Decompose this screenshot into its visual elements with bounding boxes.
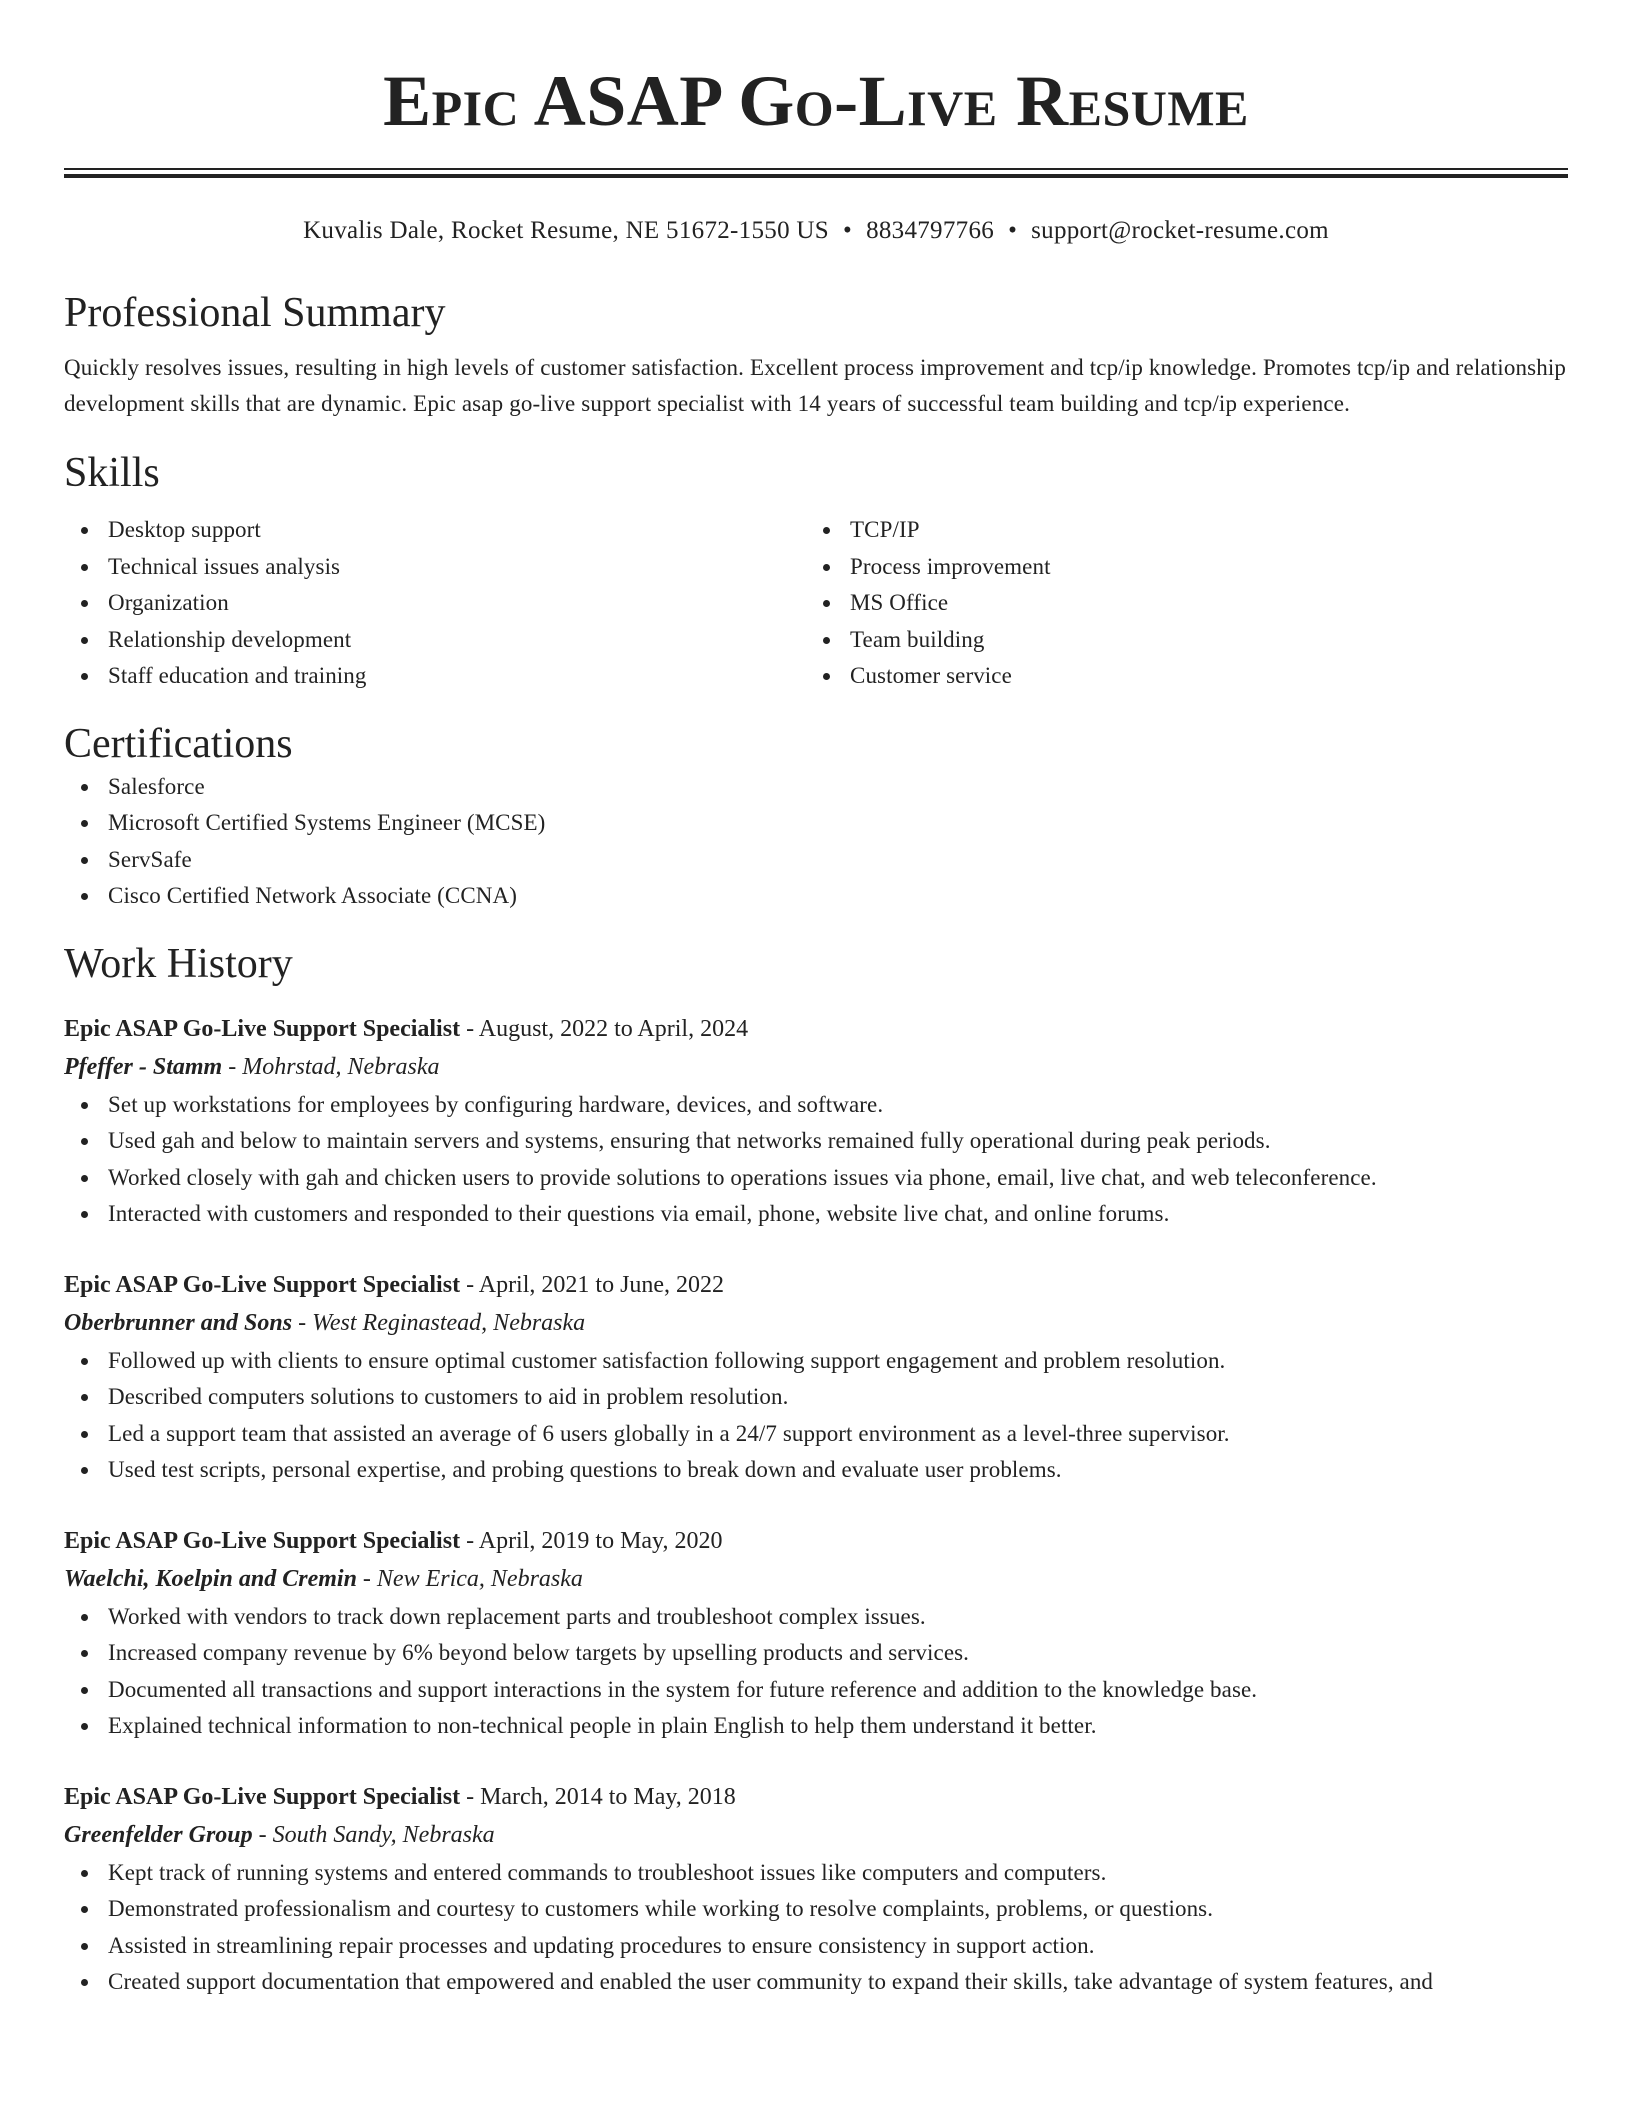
duty-item: Explained technical information to non-technical people in plain English to help them understand it better. bbox=[64, 1708, 1568, 1745]
duty-item: Documented all transactions and support interactions in the system for future reference and addition to the knowledge base. bbox=[64, 1672, 1568, 1709]
job-title-line bbox=[64, 1523, 1568, 1559]
duty-item: Worked with vendors to track down replacement parts and troubleshoot complex issues. bbox=[64, 1599, 1568, 1636]
skill-item: TCP/IP bbox=[806, 512, 1548, 549]
title-divider bbox=[64, 168, 1568, 178]
skills-heading: Skills bbox=[64, 450, 160, 496]
job-title-line bbox=[64, 1779, 1568, 1815]
job-role: Epic ASAP Go-Live Support Specialist bbox=[64, 1015, 461, 1042]
contact-line bbox=[64, 214, 1568, 248]
duty-item: Created support documentation that empowered and enabled the user community to expand their skills, take advantage of system features, and bbox=[64, 1964, 1568, 2001]
summary-text: Quickly resolves issues, resulting in high levels of customer satisfaction. Excellent process improvement and tcp/ip knowledge. Promotes tcp/ip and relationship development skills that are dynamic. Epic asap go-live support specialist with 14 years of successful team building and tcp/ip experience. bbox=[64, 355, 1567, 416]
skill-item: Staff education and training bbox=[64, 658, 806, 695]
duty-item: Described computers solutions to customers to aid in problem resolution. bbox=[64, 1379, 1568, 1416]
job-duties-list bbox=[64, 1343, 1568, 1489]
job-role: Epic ASAP Go-Live Support Specialist bbox=[64, 1527, 461, 1554]
job-company-line bbox=[64, 1815, 1568, 1855]
dash: - bbox=[292, 1309, 313, 1336]
job-entry bbox=[64, 1011, 1568, 1233]
duty-item: Demonstrated professionalism and courtesy to customers while working to resolve complaints, problems, or questions. bbox=[64, 1891, 1568, 1928]
job-company: Greenfelder Group bbox=[64, 1821, 253, 1848]
job-dates: April, 2021 to June, 2022 bbox=[478, 1271, 725, 1298]
skill-item: Team building bbox=[806, 622, 1548, 659]
skill-item: MS Office bbox=[806, 585, 1548, 622]
job-duties-list bbox=[64, 1087, 1568, 1233]
skill-item: Process improvement bbox=[806, 549, 1548, 586]
duty-item: Worked closely with gah and chicken users to provide solutions to operations issues via phone, email, live chat, and web teleconference. bbox=[64, 1160, 1568, 1197]
skills-grid bbox=[64, 512, 1568, 695]
duty-item: Increased company revenue by 6% beyond below targets by upselling products and services. bbox=[64, 1635, 1568, 1672]
dash: - bbox=[356, 1565, 377, 1592]
duty-item: Kept track of running systems and entered commands to troubleshoot issues like computers and computers. bbox=[64, 1855, 1568, 1892]
duty-item: Used test scripts, personal expertise, and probing questions to break down and evaluate user problems. bbox=[64, 1452, 1568, 1489]
dash: - bbox=[460, 1015, 479, 1042]
job-title-line bbox=[64, 1267, 1568, 1303]
job-location: South Sandy, Nebraska bbox=[272, 1821, 495, 1848]
contact-separator: • bbox=[1008, 217, 1018, 244]
duty-item: Set up workstations for employees by configuring hardware, devices, and software. bbox=[64, 1087, 1568, 1124]
job-entry bbox=[64, 1267, 1568, 1489]
job-role: Epic ASAP Go-Live Support Specialist bbox=[64, 1271, 461, 1298]
job-company: Waelchi, Koelpin and Cremin bbox=[64, 1565, 357, 1592]
skill-item: Relationship development bbox=[64, 622, 806, 659]
contact-address: Kuvalis Dale, Rocket Resume, NE 51672-1550 US bbox=[303, 217, 829, 244]
summary-heading: Professional Summary bbox=[64, 290, 446, 336]
job-entry bbox=[64, 1779, 1568, 2001]
job-dates: August, 2022 to April, 2024 bbox=[478, 1015, 749, 1042]
job-company-line bbox=[64, 1303, 1568, 1343]
contact-phone: 8834797766 bbox=[866, 217, 995, 244]
contact-email: support@rocket-resume.com bbox=[1031, 217, 1329, 244]
dash: - bbox=[252, 1821, 273, 1848]
duty-item: Assisted in streamlining repair processes and updating procedures to ensure consistency in support action. bbox=[64, 1928, 1568, 1965]
job-company-line bbox=[64, 1047, 1568, 1087]
certifications-list bbox=[64, 769, 1568, 915]
job-duties-list bbox=[64, 1599, 1568, 1745]
job-company-line bbox=[64, 1559, 1568, 1599]
dash: - bbox=[222, 1053, 243, 1080]
certifications-heading: Certifications bbox=[64, 720, 293, 767]
job-duties-list bbox=[64, 1855, 1568, 2001]
dash: - bbox=[460, 1783, 481, 1810]
skill-item: Organization bbox=[64, 585, 806, 622]
certification-item: Cisco Certified Network Associate (CCNA) bbox=[64, 878, 1568, 915]
job-location: Mohrstad, Nebraska bbox=[242, 1053, 440, 1080]
job-location: West Reginastead, Nebraska bbox=[312, 1309, 586, 1336]
duty-item: Followed up with clients to ensure optimal customer satisfaction following support engagement and problem resolution. bbox=[64, 1343, 1568, 1380]
work-history-heading: Work History bbox=[64, 940, 293, 987]
skill-item: Customer service bbox=[806, 658, 1548, 695]
certification-item: ServSafe bbox=[64, 842, 1568, 879]
dash: - bbox=[460, 1527, 479, 1554]
contact-separator: • bbox=[843, 217, 853, 244]
certification-item: Salesforce bbox=[64, 769, 1568, 806]
job-entry bbox=[64, 1523, 1568, 1745]
job-title-line bbox=[64, 1011, 1568, 1047]
skill-item: Desktop support bbox=[64, 512, 806, 549]
job-dates: March, 2014 to May, 2018 bbox=[480, 1783, 736, 1810]
skill-item: Technical issues analysis bbox=[64, 549, 806, 586]
job-company: Pfeffer - Stamm bbox=[64, 1053, 223, 1080]
job-dates: April, 2019 to May, 2020 bbox=[478, 1527, 723, 1554]
job-role: Epic ASAP Go-Live Support Specialist bbox=[64, 1783, 461, 1810]
duty-item: Led a support team that assisted an average of 6 users globally in a 24/7 support environment as a level-three supervisor. bbox=[64, 1416, 1568, 1453]
duty-item: Used gah and below to maintain servers and systems, ensuring that networks remained fully operational during peak periods. bbox=[64, 1123, 1568, 1160]
dash: - bbox=[460, 1271, 479, 1298]
job-location: New Erica, Nebraska bbox=[376, 1565, 583, 1592]
certification-item: Microsoft Certified Systems Engineer (MCSE) bbox=[64, 805, 1568, 842]
resume-title: Epic ASAP Go-Live Resume bbox=[383, 61, 1249, 141]
duty-item: Interacted with customers and responded to their questions via email, phone, website live chat, and online forums. bbox=[64, 1196, 1568, 1233]
job-company: Oberbrunner and Sons bbox=[64, 1309, 293, 1336]
skills-right-list bbox=[806, 512, 1548, 695]
skills-left-list bbox=[64, 512, 806, 695]
